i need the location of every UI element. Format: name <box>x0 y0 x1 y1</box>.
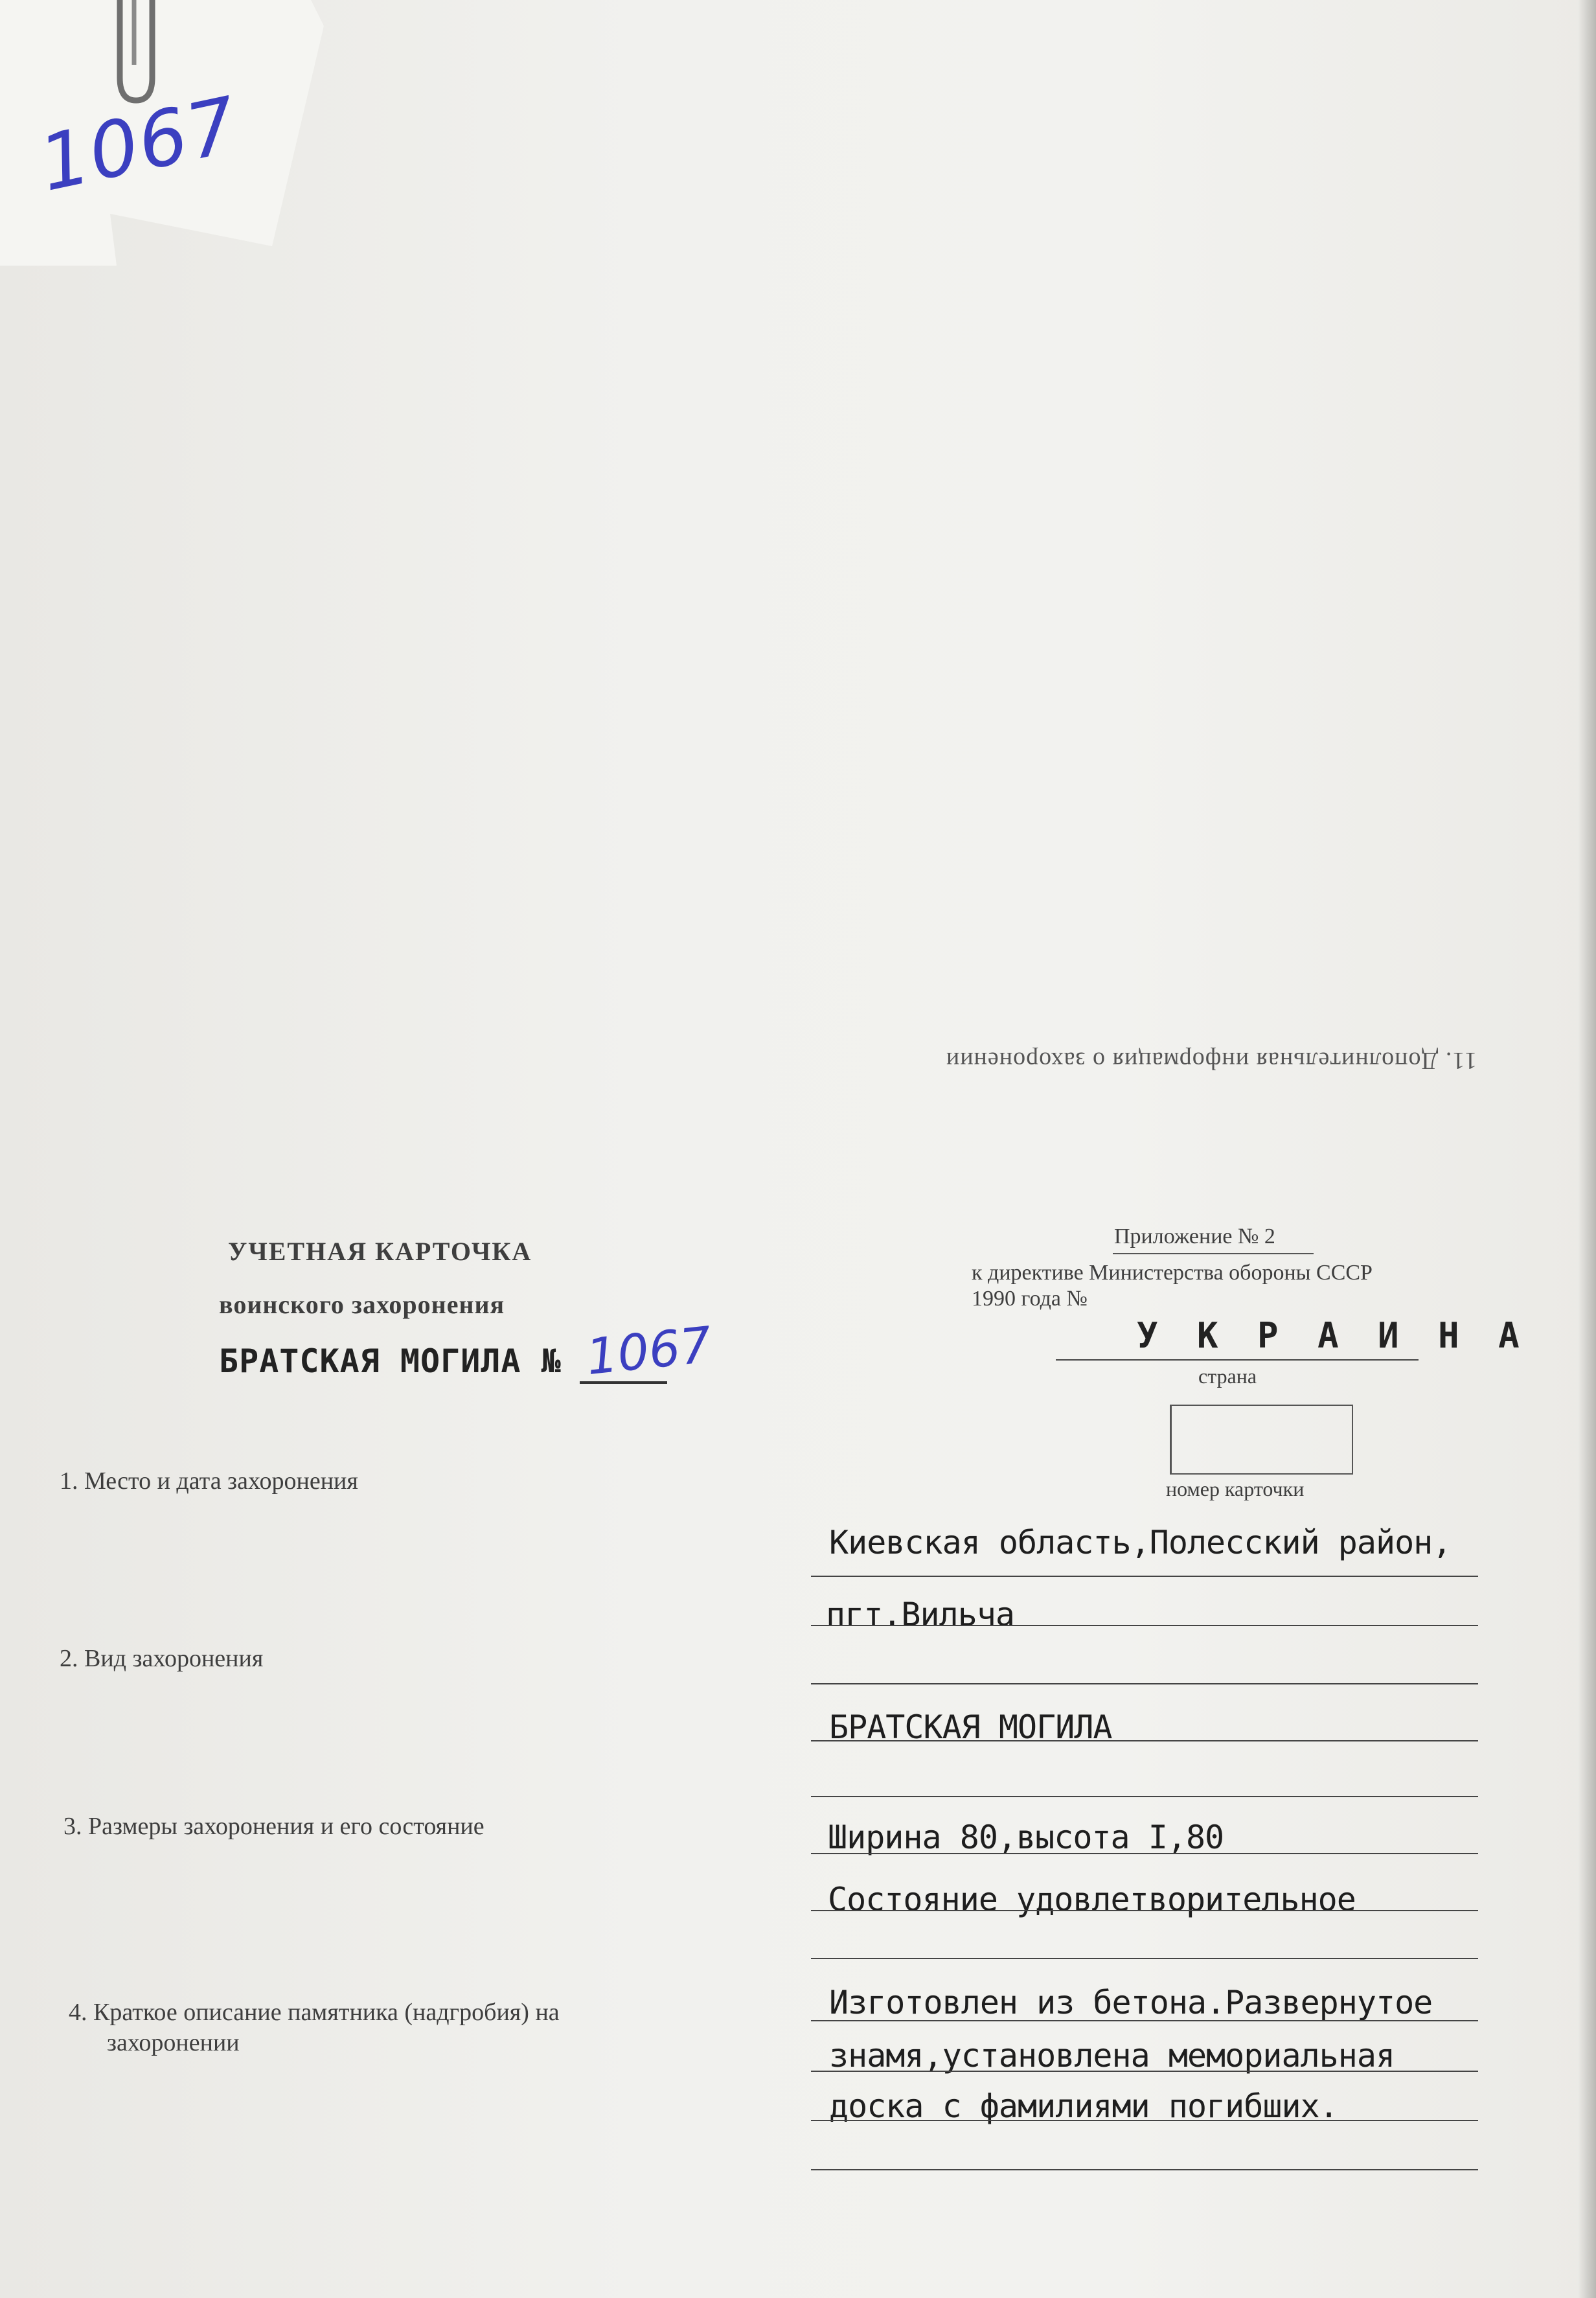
field-1-value-line-2: пгт.Вильча <box>826 1596 1015 1633</box>
field-4-value-line-1: Изготовлен из бетона.Развернутое <box>829 1984 1433 2021</box>
field-3-value-line-1: Ширина 80,высота I,80 <box>828 1819 1224 1856</box>
field-1-rule-2 <box>811 1625 1478 1626</box>
country-caption: страна <box>1198 1364 1257 1388</box>
field-4-rule-2 <box>811 2071 1478 2072</box>
appendix-label: Приложение № 2 <box>1114 1224 1275 1248</box>
grave-type-title: БРАТСКАЯ МОГИЛА № <box>219 1342 562 1380</box>
field-4-label-line-2: захоронении <box>107 2029 240 2056</box>
field-2-value: БРАТСКАЯ МОГИЛА <box>829 1708 1112 1746</box>
grave-number-handwritten: 1067 <box>583 1315 714 1386</box>
field-3-rule-4 <box>811 1958 1478 1959</box>
field-3-label: 3. Размеры захоронения и его состояние <box>63 1813 484 1840</box>
card-number-caption: номер карточки <box>1166 1477 1305 1500</box>
field-3-rule-1 <box>811 1796 1478 1797</box>
card-subtitle: воинского захоронения <box>219 1290 505 1319</box>
field-2-rule-1 <box>811 1683 1478 1684</box>
field-1-label: 1. Место и дата захоронения <box>60 1467 358 1495</box>
grave-number-underline <box>580 1381 667 1384</box>
page-edge-shadow <box>1578 0 1596 2298</box>
field-2-rule-2 <box>811 1740 1478 1741</box>
country-value: У К Р А И Н А <box>1137 1315 1529 1356</box>
field-3-rule-3 <box>811 1910 1478 1911</box>
card-title: УЧЕТНАЯ КАРТОЧКА <box>228 1237 532 1266</box>
sticker-handwritten-number: 1067 <box>32 79 246 209</box>
field-4-value-line-3: доска с фамилиями погибших. <box>829 2087 1338 2125</box>
directive-label: к директиве Министерства обороны СССР <box>972 1261 1373 1285</box>
field-4-label-line-1: 4. Краткое описание памятника (надгробия) на <box>69 1999 560 2026</box>
field-4-rule-3 <box>811 2120 1478 2121</box>
card-number-box[interactable] <box>1170 1405 1353 1475</box>
country-underline <box>1056 1359 1419 1361</box>
paper-clip-icon <box>107 0 165 110</box>
field-2-label: 2. Вид захоронения <box>60 1645 264 1672</box>
field-3-value-line-2: Состояние удовлетворительное <box>828 1881 1356 1918</box>
appendix-underline <box>1113 1253 1314 1254</box>
field-1-value-line-1: Киевская область,Полесский район, <box>829 1524 1452 1561</box>
field-3-rule-2 <box>811 1853 1478 1854</box>
back-side-bleed-text: 11. Дополнительная информация о захоронении <box>945 1047 1477 1074</box>
directive-year-label: 1990 года № <box>972 1287 1088 1311</box>
field-4-rule-4 <box>811 2169 1478 2170</box>
field-1-rule-1 <box>811 1576 1478 1577</box>
field-4-rule-1 <box>811 2020 1478 2021</box>
field-4-value-line-2: знамя,установлена мемориальная <box>829 2037 1395 2074</box>
